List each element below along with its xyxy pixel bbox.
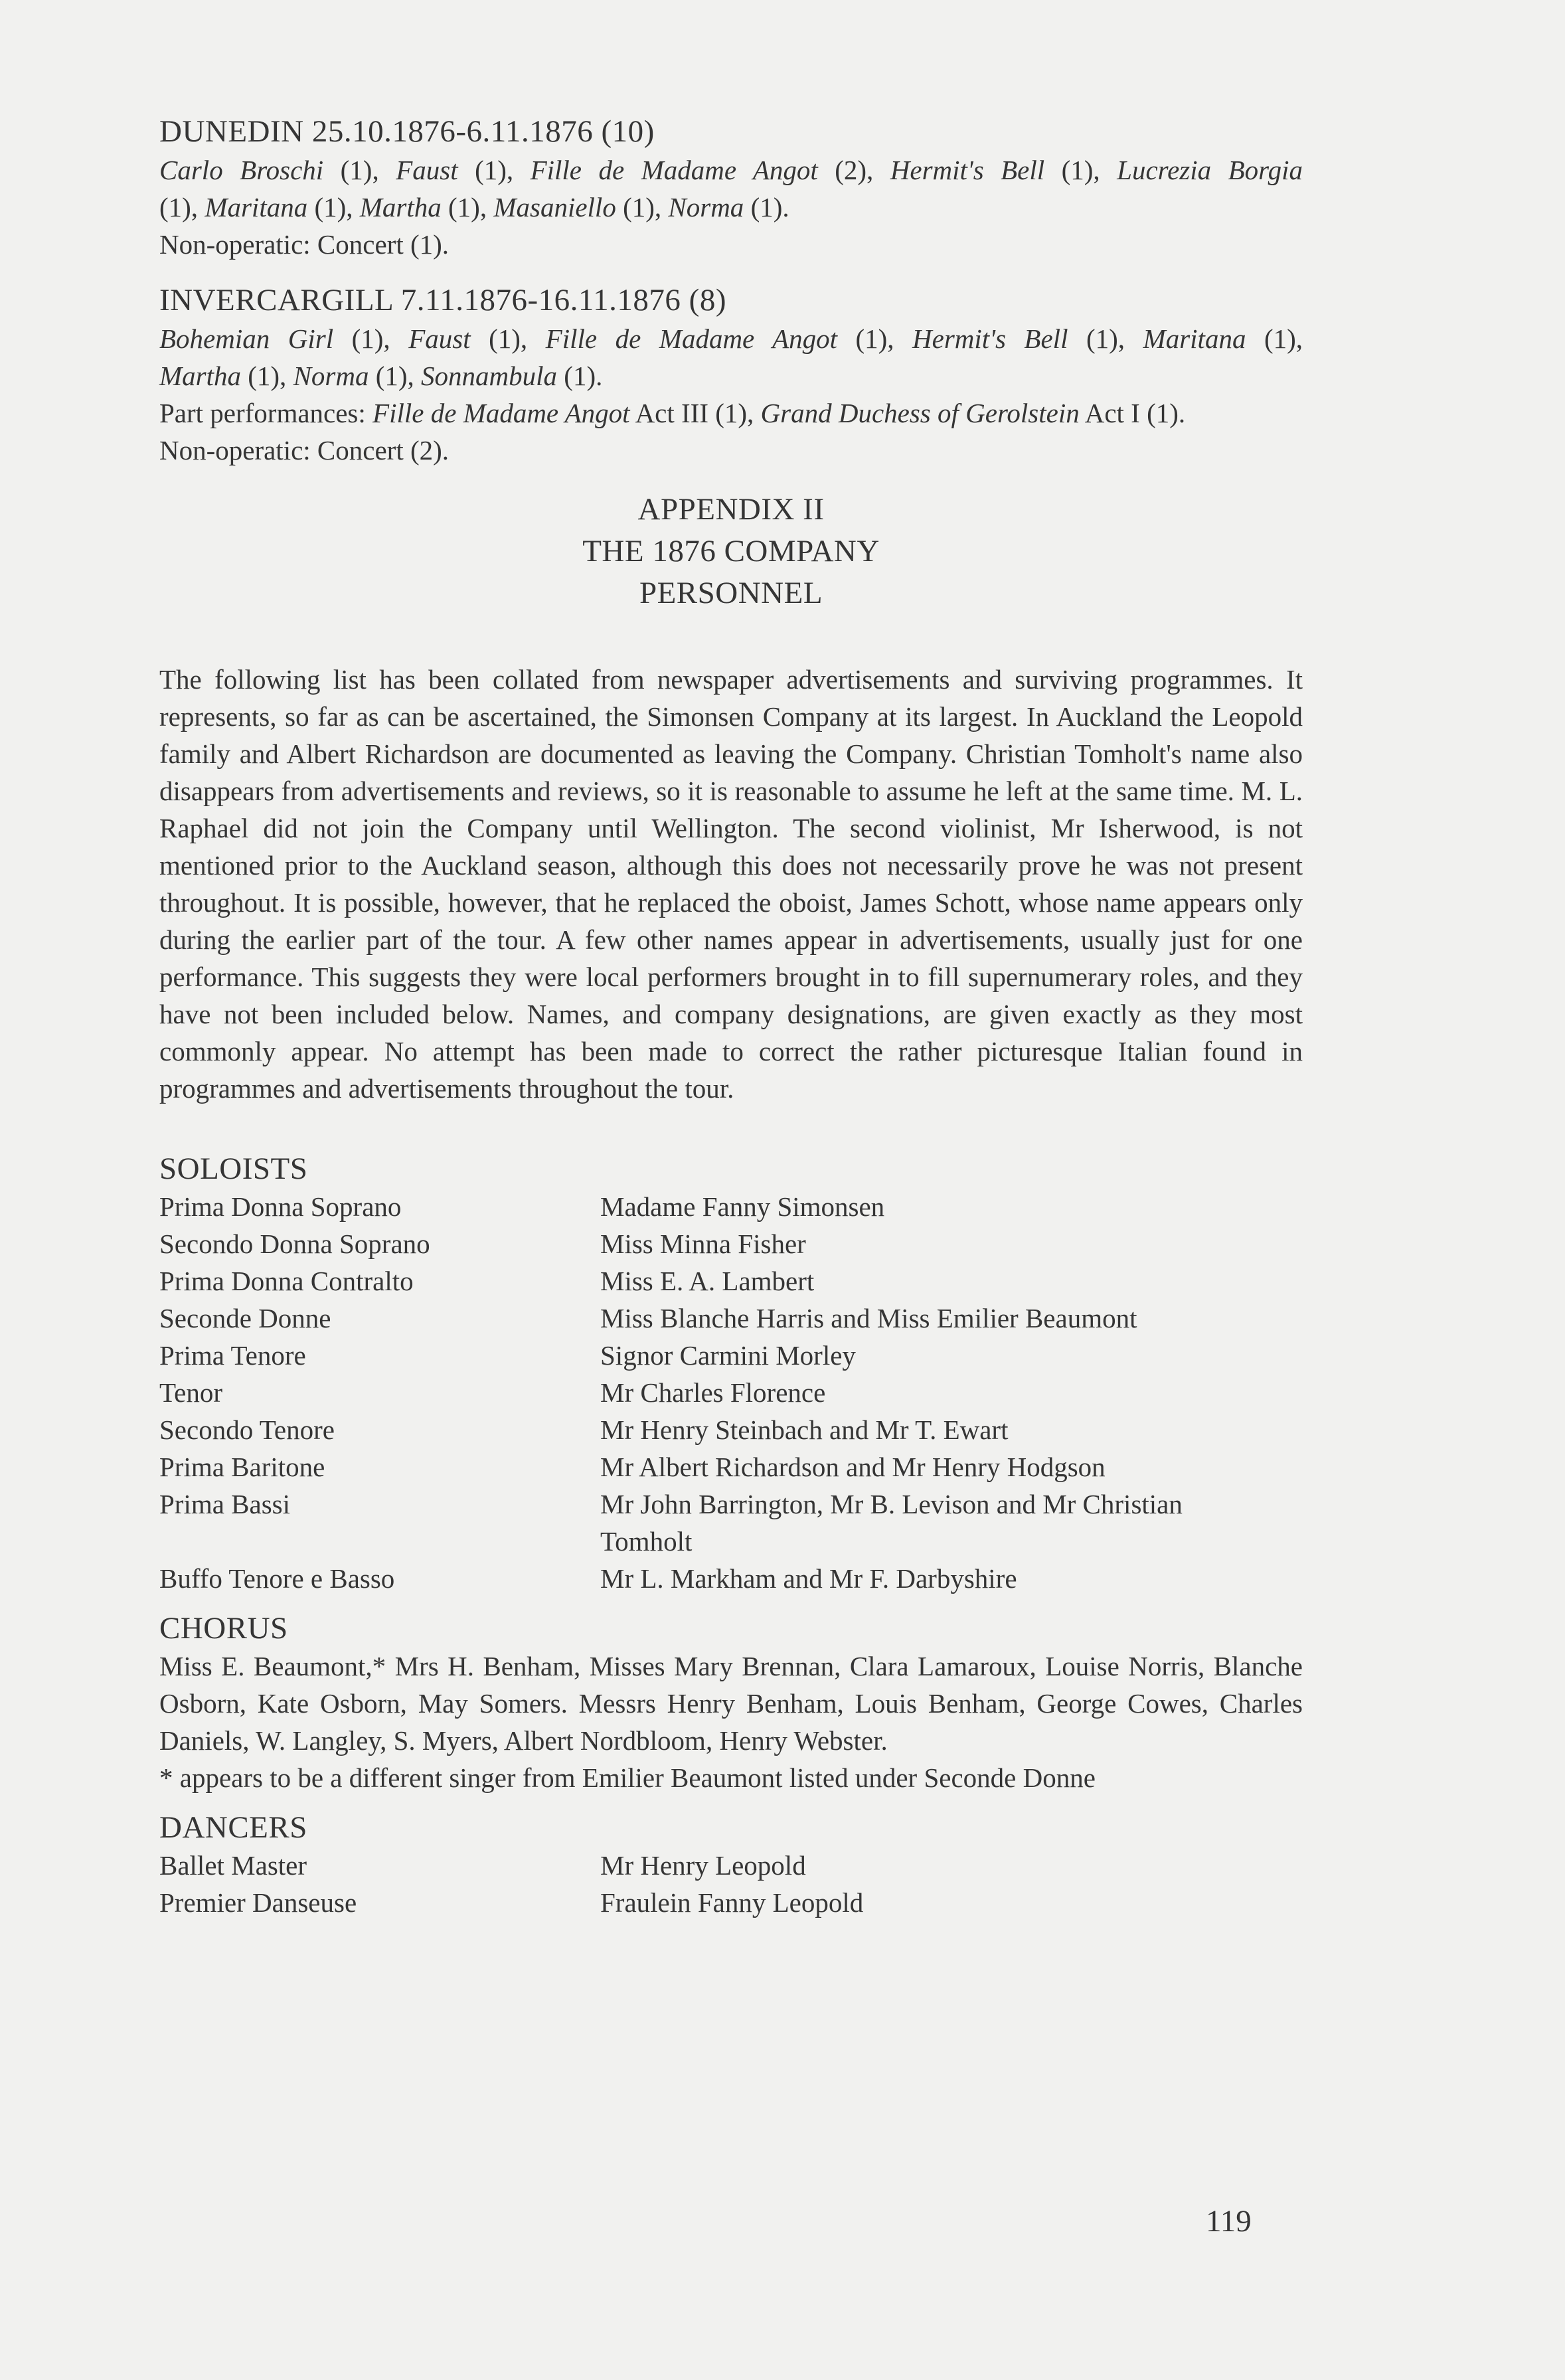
performer-name: Miss Minna Fisher	[600, 1229, 806, 1259]
opera-count: (1),	[616, 192, 669, 222]
role: Prima Tenore	[159, 1340, 306, 1371]
roster-row	[159, 1262, 1303, 1300]
chorus-members: Miss E. Beaumont,* Mrs H. Benham, Misses Mary Brennan, Clara Lamaroux, Louise Norris, Blanche Osborn, Kate Osborn, May Somers. Messrs Henry Benham, Louis Benham, George Cowes, Charles Daniels, W. Langley, S. Myers, Albert Nordbloom, Henry Webster.	[159, 1651, 1303, 1756]
part-performances-label: Part performances:	[159, 398, 373, 428]
performer-name: Mr Henry Leopold	[600, 1850, 806, 1881]
opera-title: Martha	[159, 361, 241, 391]
opera-list-line	[159, 151, 1303, 189]
page-number: 119	[1206, 2204, 1252, 2239]
opera-title: Norma	[668, 192, 744, 222]
opera-count: Act III (1),	[629, 398, 761, 428]
roster-row	[159, 1411, 1303, 1448]
opera-title: Fille de Madame Angot	[545, 323, 837, 354]
performer-name: Signor Carmini Morley	[600, 1340, 856, 1371]
opera-title: Norma	[293, 361, 369, 391]
opera-title: Fille de Madame Angot	[372, 398, 630, 428]
role: Buffo Tenore e Basso	[159, 1563, 395, 1594]
opera-list-line	[159, 357, 1303, 394]
document-page	[159, 112, 1303, 1933]
opera-list-line	[159, 189, 1303, 226]
opera-count: (1).	[744, 192, 789, 222]
opera-count: (1),	[1044, 155, 1117, 185]
chorus-section	[159, 1609, 1303, 1796]
role: Secondo Tenore	[159, 1414, 335, 1445]
roster-row	[159, 1448, 1303, 1486]
soloists-section	[159, 1149, 1303, 1597]
role: Prima Bassi	[159, 1489, 291, 1519]
roster-row	[159, 1188, 1303, 1225]
performer-name: Miss E. A. Lambert	[600, 1266, 815, 1296]
non-operatic-line: Non-operatic: Concert (2).	[159, 435, 450, 466]
opera-count: (1),	[333, 323, 409, 354]
performer-name: Madame Fanny Simonsen	[600, 1191, 885, 1222]
opera-count: Act I (1).	[1079, 398, 1186, 428]
opera-count: (1).	[557, 361, 603, 391]
opera-count: (1),	[369, 361, 422, 391]
opera-count: (1),	[1246, 323, 1303, 354]
role: Tenor	[159, 1377, 223, 1408]
roster-row	[159, 1225, 1303, 1262]
role: Seconde Donne	[159, 1303, 331, 1333]
appendix-subtitle-2: PERSONNEL	[639, 576, 823, 610]
roster-row	[159, 1560, 1303, 1597]
opera-title: Masaniello	[493, 192, 616, 222]
opera-title: Martha	[359, 192, 442, 222]
performer-name: Mr Albert Richardson and Mr Henry Hodgson	[600, 1452, 1106, 1482]
city-section-dunedin	[159, 112, 1303, 263]
performer-name: Mr Henry Steinbach and Mr T. Ewart	[600, 1414, 1009, 1445]
performer-name: Mr John Barrington, Mr B. Levison and Mr Christian Tomholt	[600, 1489, 1183, 1557]
opera-title: Grand Duchess of Gerolstein	[760, 398, 1080, 428]
opera-count: (1),	[457, 155, 531, 185]
performer-name: Fraulein Fanny Leopold	[600, 1887, 864, 1918]
appendix-number: APPENDIX II	[637, 492, 825, 527]
roster-row	[159, 1847, 1303, 1884]
city-heading: INVERCARGILL 7.11.1876-16.11.1876 (8)	[159, 283, 726, 317]
opera-count: (1),	[470, 323, 546, 354]
section-heading: DANCERS	[159, 1810, 307, 1845]
opera-title: Faust	[408, 323, 471, 354]
opera-title: Maritana	[1143, 323, 1246, 354]
non-operatic-line: Non-operatic: Concert (1).	[159, 229, 450, 260]
section-heading: SOLOISTS	[159, 1151, 308, 1186]
role: Prima Donna Contralto	[159, 1266, 414, 1296]
role: Premier Danseuse	[159, 1887, 357, 1918]
opera-list-line	[159, 320, 1303, 357]
appendix-title	[159, 489, 1303, 614]
role: Prima Donna Soprano	[159, 1191, 402, 1222]
opera-title: Fille de Madame Angot	[530, 155, 818, 185]
opera-title: Maritana	[205, 192, 308, 222]
footnote: * appears to be a different singer from Emilier Beaumont listed under Seconde Donne	[159, 1762, 1096, 1793]
opera-count: (1),	[241, 361, 293, 391]
appendix-subtitle: THE 1876 COMPANY	[582, 534, 880, 568]
part-performances-line	[159, 394, 1303, 432]
opera-count: (2),	[817, 155, 890, 185]
opera-count: (1),	[1068, 323, 1143, 354]
roster-row	[159, 1884, 1303, 1921]
opera-title: Hermit's Bell	[890, 155, 1045, 185]
opera-title: Hermit's Bell	[912, 323, 1068, 354]
opera-title: Faust	[396, 155, 458, 185]
dancers-section	[159, 1808, 1303, 1921]
opera-count: (1),	[307, 192, 360, 222]
roster-row	[159, 1374, 1303, 1411]
opera-count: (1),	[159, 192, 205, 222]
opera-count: (1),	[837, 323, 913, 354]
opera-title: Carlo Broschi	[159, 155, 324, 185]
intro-paragraph: The following list has been collated from newspaper advertisements and surviving programmes. It represents, so far as can be ascertained, the Simonsen Company at its largest. In Auckland the Leopold family and Albert Richardson are documented as leaving the Company. Christian Tomholt's name also disappears from advertisements and reviews, so it is reasonable to assume he left at the same time. M. L. Raphael did not join the Company until Wellington. The second violinist, Mr Isherwood, is not mentioned prior to the Auckland season, although this does not necessarily prove he was not present throughout. It is possible, however, that he replaced the oboist, James Schott, whose name appears only during the earlier part of the tour. A few other names appear in advertisements, usually just for one performance. This suggests they were local performers brought in to fill supernumerary roles, and they have not been included below. Names, and company designations, are given exactly as they most commonly appear. No attempt has been made to correct the rather picturesque Italian found in programmes and advertisements throughout the tour.	[159, 664, 1303, 1104]
performer-name: Mr Charles Florence	[600, 1377, 826, 1408]
role: Ballet Master	[159, 1850, 307, 1881]
opera-title: Sonnambula	[421, 361, 558, 391]
city-section-invercargill	[159, 280, 1303, 469]
city-heading: DUNEDIN 25.10.1876-6.11.1876 (10)	[159, 114, 655, 149]
roster-row	[159, 1486, 1303, 1560]
role: Prima Baritone	[159, 1452, 325, 1482]
opera-count: (1),	[441, 192, 494, 222]
opera-title: Lucrezia Borgia	[1117, 155, 1303, 185]
performer-name: Miss Blanche Harris and Miss Emilier Beaumont	[600, 1303, 1137, 1333]
opera-count: (1),	[323, 155, 396, 185]
section-heading: CHORUS	[159, 1611, 288, 1646]
role: Secondo Donna Soprano	[159, 1229, 430, 1259]
roster-row	[159, 1300, 1303, 1337]
roster-row	[159, 1337, 1303, 1374]
performer-name: Mr L. Markham and Mr F. Darbyshire	[600, 1563, 1017, 1594]
opera-title: Bohemian Girl	[159, 323, 334, 354]
